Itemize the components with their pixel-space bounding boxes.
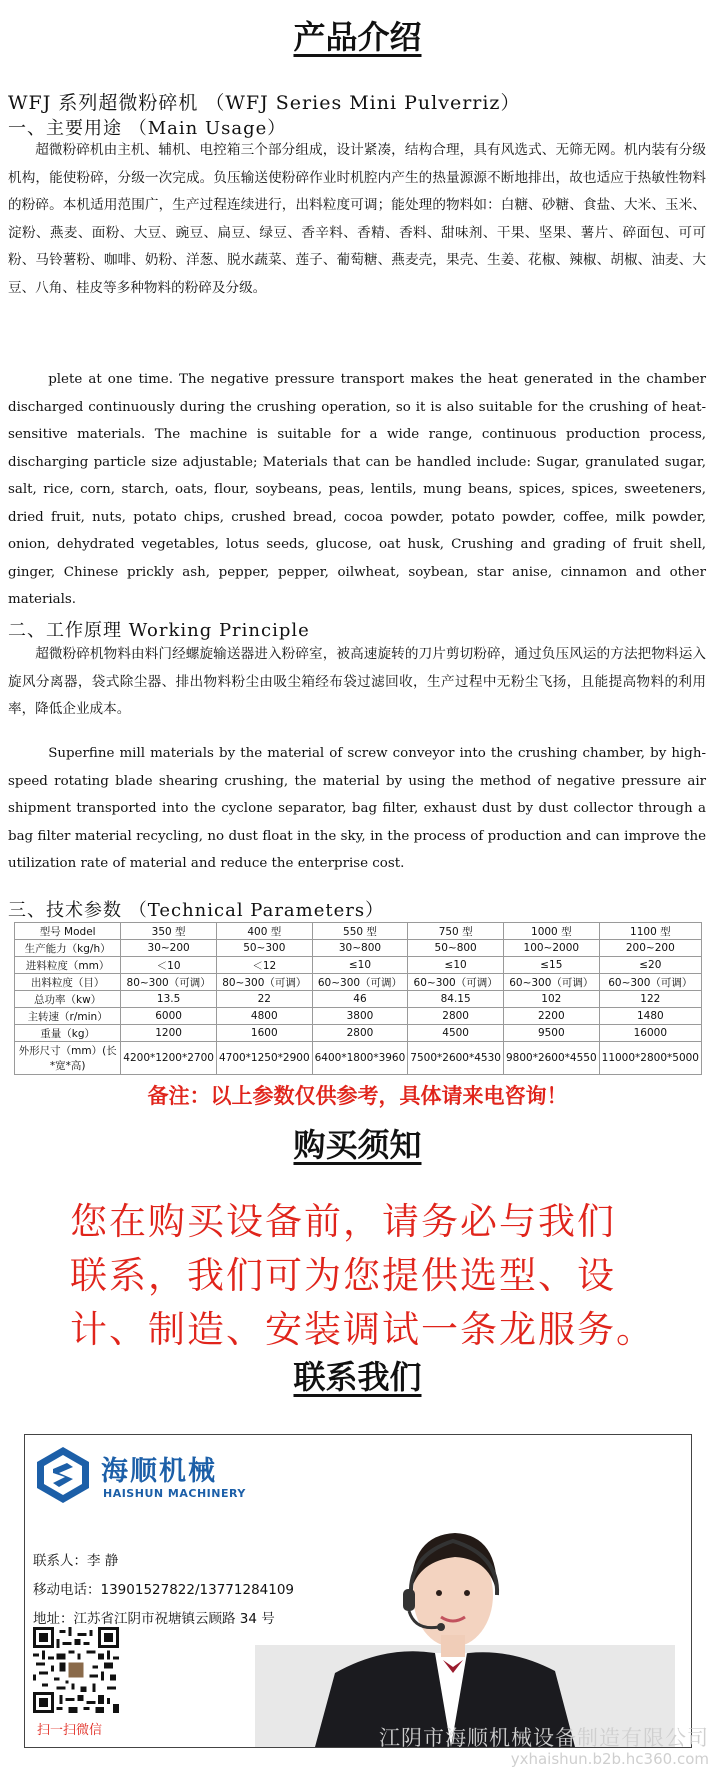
spec-cell: 9800*2600*4550 xyxy=(503,1042,599,1075)
spec-header-cell: 型号 Model xyxy=(15,923,121,940)
spec-cell: 30~200 xyxy=(121,940,217,957)
spec-row-label: 出料粒度（目） xyxy=(15,974,121,991)
spec-row-label: 外形尺寸（mm）(长*宽*高) xyxy=(15,1042,121,1075)
buy-notice-line: 您在购买设备前，请务必与我们 xyxy=(70,1200,616,1243)
spec-header-row xyxy=(15,923,702,940)
principle-text-en: Superfine mill materials by the material of screw conveyor into the crushing chamber, by high-speed rotating blade shearing crushing, the material by using the method of negative pressure air shipment transported into the cyclone separator, bag filter, exhaust dust by dust collector through a bag filter material recycling, no dust float in the sky, in the process of production and can improve the utilization rate of material and reduce the enterprise cost. xyxy=(8,746,706,871)
logo-cn-text: 海顺机械 xyxy=(101,1456,217,1487)
spec-cell: 60~300（可调） xyxy=(599,974,701,991)
intro-section-title: 产品介绍 xyxy=(293,18,422,56)
contact-person: 联系人：李 静 xyxy=(33,1553,119,1569)
company-logo xyxy=(33,1445,253,1509)
spec-cell: 4800 xyxy=(216,1008,312,1025)
spec-row xyxy=(15,1025,702,1042)
spec-header-cell: 750 型 xyxy=(408,923,504,940)
spec-row-label: 重量（kg） xyxy=(15,1025,121,1042)
spec-row xyxy=(15,1008,702,1025)
spec-cell: 9500 xyxy=(503,1025,599,1042)
logo-en-text: HAISHUN MACHINERY xyxy=(103,1487,246,1500)
spec-row xyxy=(15,1042,702,1075)
spec-row xyxy=(15,940,702,957)
principle-text-zh: 超微粉碎机物料由料门经螺旋输送器进入粉碎室，被高速旋转的刀片剪切粉碎，通过负压风运的方法把物料运入旋风分离器，袋式除尘器、排出物料粉尘由吸尘箱经布袋过滤回收，生产过程中无粉尘飞扬，且能提高物料的利用率，降低企业成本。 xyxy=(8,646,706,717)
spec-cell: 2200 xyxy=(503,1008,599,1025)
spec-cell: 80~300（可调） xyxy=(121,974,217,991)
contact-section-title: 联系我们 xyxy=(293,1358,422,1396)
usage-heading: 一、主要用途 （Main Usage） xyxy=(8,118,287,139)
principle-heading: 二、工作原理 Working Principle xyxy=(8,620,310,641)
params-note: 备注：以上参数仅供参考，具体请来电咨询！ xyxy=(147,1084,568,1108)
spec-cell: 2800 xyxy=(312,1025,408,1042)
spec-cell: 4700*1250*2900 xyxy=(216,1042,312,1075)
spec-cell: 84.15 xyxy=(408,991,504,1008)
spec-cell: 6000 xyxy=(121,1008,217,1025)
spec-cell: 102 xyxy=(503,991,599,1008)
spec-row-label: 总功率（kw） xyxy=(15,991,121,1008)
spec-cell: 7500*2600*4530 xyxy=(408,1042,504,1075)
qr-label: 扫一扫微信 xyxy=(37,1723,103,1738)
spec-cell: ≤20 xyxy=(599,957,701,974)
wechat-qr-code-icon xyxy=(33,1627,119,1713)
spec-cell: ＜12 xyxy=(216,957,312,974)
spec-cell: 6400*1800*3960 xyxy=(312,1042,408,1075)
spec-row-label: 进料粒度（mm） xyxy=(15,957,121,974)
spec-cell: 3800 xyxy=(312,1008,408,1025)
spec-cell: 50~800 xyxy=(408,940,504,957)
spec-header-cell: 1000 型 xyxy=(503,923,599,940)
usage-text-zh: 超微粉碎机由主机、辅机、电控箱三个部分组成，设计紧凑，结构合理，具有风选式、无筛无网。机内装有分级机构，能使粉碎，分级一次完成。负压输送使粉碎作业时机腔内产生的热量源源不断地排出，故也适应于热敏性物料的粉碎。本机适用范围广，生产过程连续进行，出料粒度可调；能处理的物料如：白糖、砂糖、食盐、大米、玉米、淀粉、燕麦、面粉、大豆、豌豆、扁豆、绿豆、香辛料、香精、香料、甜味剂、干果、坚果、薯片、碎面包、可可粉、马铃薯粉、咖啡、奶粉、洋葱、脱水蔬菜、莲子、葡萄糖、燕麦壳，果壳、生姜、花椒、辣椒、胡椒、油麦、大豆、八角、桂皮等多种物料的粉碎及分级。 xyxy=(8,142,706,296)
spec-header-cell: 400 型 xyxy=(216,923,312,940)
spec-cell: ＜10 xyxy=(121,957,217,974)
spec-cell: 2800 xyxy=(408,1008,504,1025)
spec-cell: 100~2000 xyxy=(503,940,599,957)
product-title: WFJ 系列超微粉碎机 （WFJ Series Mini Pulverriz） xyxy=(8,92,521,114)
spec-cell: 4500 xyxy=(408,1025,504,1042)
watermark xyxy=(379,1722,709,1768)
spec-cell: 4200*1200*2700 xyxy=(121,1042,217,1075)
spec-cell: 1480 xyxy=(599,1008,701,1025)
spec-cell: 122 xyxy=(599,991,701,1008)
spec-cell: ≤15 xyxy=(503,957,599,974)
watermark-url: yxhaishun.b2b.hc360.com xyxy=(510,1750,709,1768)
spec-cell: 200~200 xyxy=(599,940,701,957)
buy-notice-line: 计、制造、安装调试一条龙服务。 xyxy=(70,1308,655,1351)
buy-notice xyxy=(70,1195,660,1357)
contact-card xyxy=(24,1434,692,1748)
spec-cell: 60~300（可调） xyxy=(312,974,408,991)
spec-header-cell: 550 型 xyxy=(312,923,408,940)
spec-row-label: 主转速（r/min） xyxy=(15,1008,121,1025)
spec-cell: 60~300（可调） xyxy=(503,974,599,991)
spec-cell: 22 xyxy=(216,991,312,1008)
spec-cell: ≤10 xyxy=(408,957,504,974)
spec-cell: 13.5 xyxy=(121,991,217,1008)
spec-cell: 30~800 xyxy=(312,940,408,957)
spec-cell: 1600 xyxy=(216,1025,312,1042)
spec-header-cell: 350 型 xyxy=(121,923,217,940)
spec-cell: 80~300（可调） xyxy=(216,974,312,991)
spec-cell: 11000*2800*5000 xyxy=(599,1042,701,1075)
spec-row xyxy=(15,991,702,1008)
customer-service-illustration xyxy=(255,1495,675,1747)
buy-notice-line: 联系，我们可为您提供选型、设 xyxy=(70,1254,616,1297)
usage-text-en: plete at one time. The negative pressure transport makes the heat generated in the chamber discharged continuously during the crushing operation, so it is also suitable for the crushing of heat-sensitive materials. The machine is suitable for a wide range, continuous production process, discharging particle size adjustable; Materials that can be handled include: Sugar, granulated sugar, salt, rice, corn, starch, oats, flour, soybeans, peas, lentils, mung beans, spices, spices, sweeteners, dried fruit, nuts, potato chips, crushed bread, cocoa powder, potato powder, coffee, milk powder, onion, dehydrated vegetables, lotus seeds, glucose, oat husk, Crushing and grading of fruit shell, ginger, Chinese prickly ash, pepper, pepper, oilwheat, soybean, star anise, cinnamon and other materials. xyxy=(8,372,706,607)
logo-mark-icon xyxy=(33,1445,93,1505)
spec-row xyxy=(15,974,702,991)
spec-cell: 60~300（可调） xyxy=(408,974,504,991)
spec-row-label: 生产能力（kg/h） xyxy=(15,940,121,957)
spec-row xyxy=(15,957,702,974)
contact-address: 地址：江苏省江阴市祝塘镇云顾路 34 号 xyxy=(33,1611,275,1627)
spec-header-cell: 1100 型 xyxy=(599,923,701,940)
params-heading: 三、技术参数 （Technical Parameters） xyxy=(8,900,385,921)
buy-section-title: 购买须知 xyxy=(293,1126,422,1164)
spec-cell: ≤10 xyxy=(312,957,408,974)
spec-cell: 50~300 xyxy=(216,940,312,957)
spec-cell: 1200 xyxy=(121,1025,217,1042)
watermark-company: 江阴市海顺机械设备制造有限公司 xyxy=(379,1726,709,1750)
contact-mobile: 移动电话：13901527822/13771284109 xyxy=(33,1582,295,1598)
spec-table xyxy=(14,922,702,1075)
spec-cell: 16000 xyxy=(599,1025,701,1042)
spec-cell: 46 xyxy=(312,991,408,1008)
